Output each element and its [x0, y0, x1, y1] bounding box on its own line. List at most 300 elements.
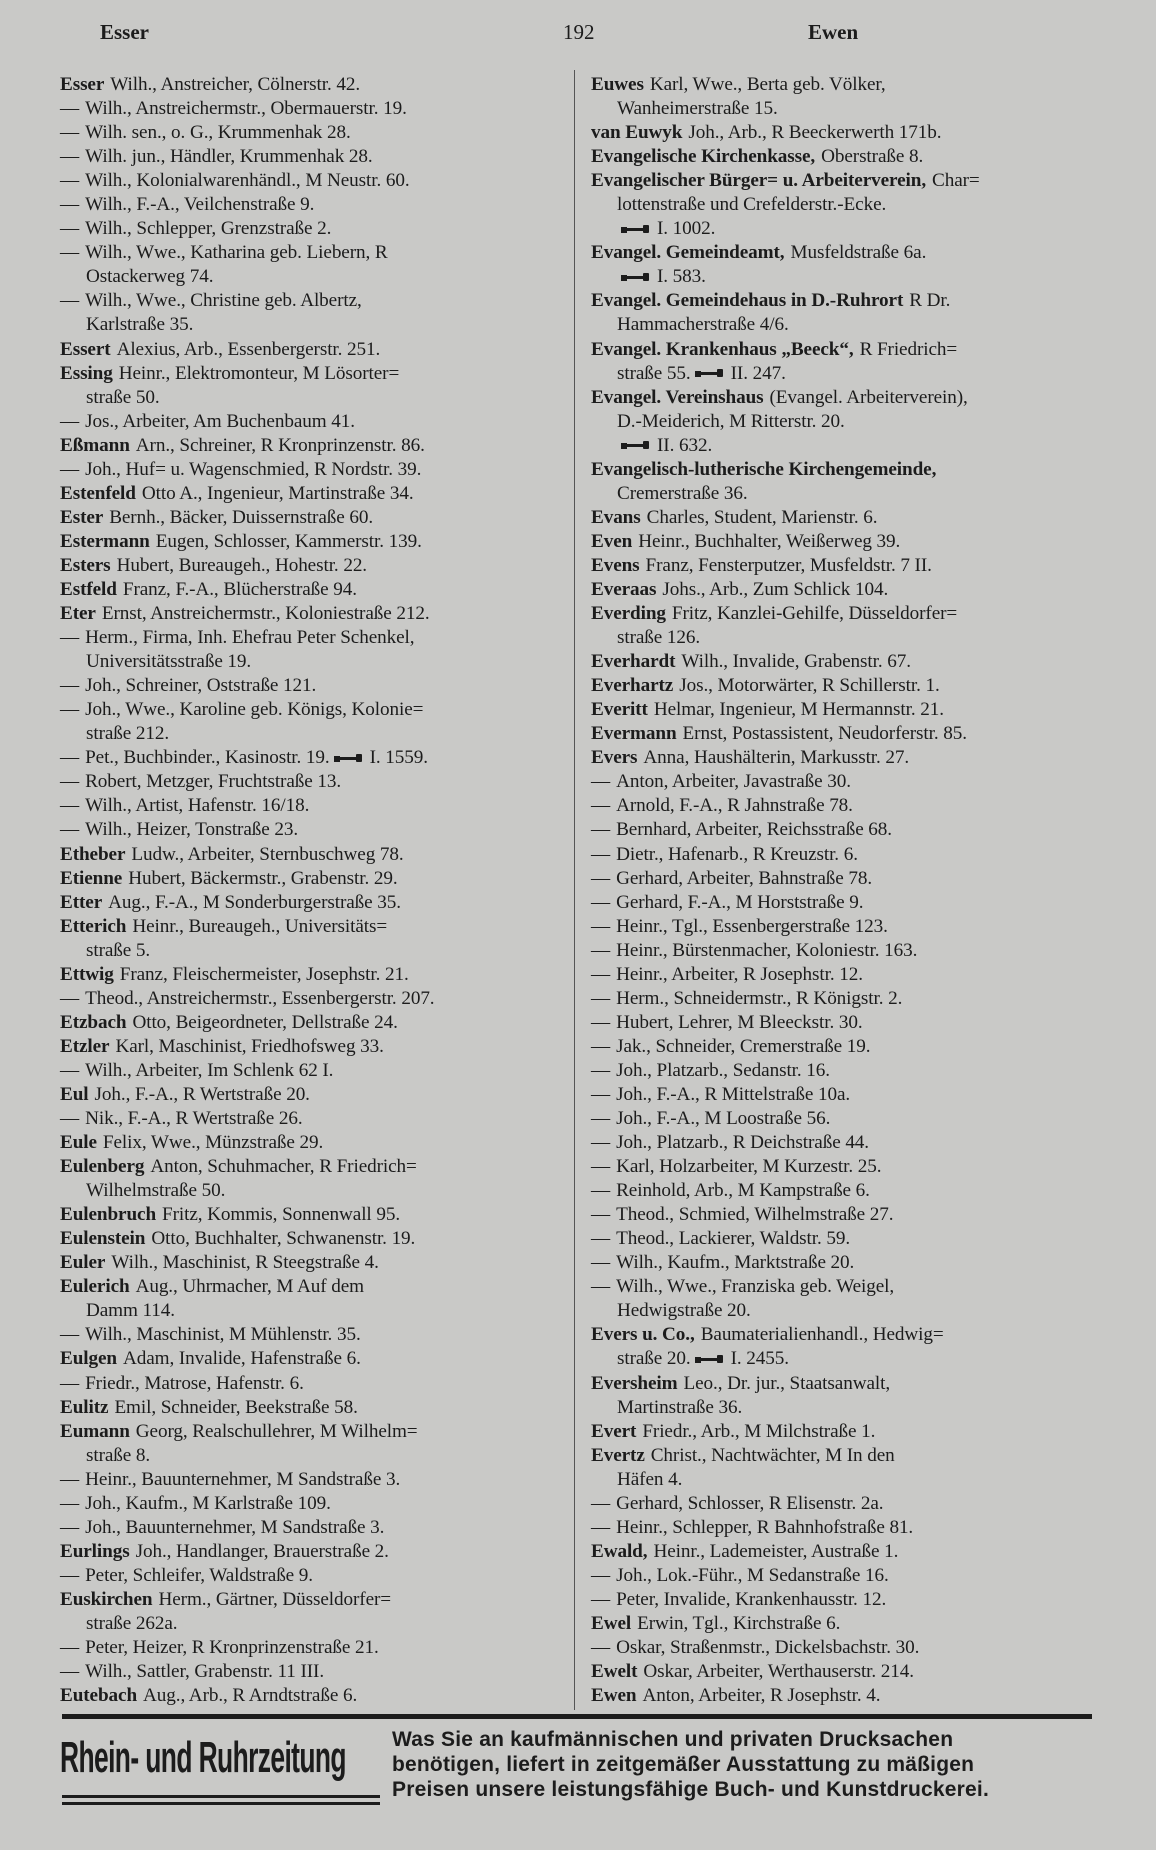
directory-entry-line: [60, 265, 565, 289]
telephone-number: I. 583.: [657, 266, 706, 288]
directory-entry-line: [591, 506, 1096, 530]
entry-details: straße 55.: [617, 362, 691, 384]
entry-surname: Evangel. Gemeindeamt,: [591, 242, 785, 264]
entry-surname: Etheber: [60, 843, 126, 865]
directory-entry-line: [60, 1684, 565, 1708]
directory-entry-line: [60, 217, 565, 241]
ditto-dash: —: [591, 1492, 611, 1514]
directory-entry-line: [591, 386, 1096, 410]
ditto-dash: —: [591, 1637, 611, 1659]
directory-entry-line: [591, 1660, 1096, 1684]
telephone-icon: [621, 266, 651, 290]
ditto-dash: —: [591, 1035, 611, 1057]
entry-details: Wilh., Artist, Hafenstr. 16/18.: [85, 795, 310, 817]
entry-surname: Eter: [60, 603, 96, 625]
entry-surname: Evers: [591, 747, 638, 769]
entry-details: Jak., Schneider, Cremerstraße 19.: [616, 1035, 871, 1057]
entry-surname: Evertz: [591, 1444, 645, 1466]
entry-details: Gerhard, Arbeiter, Bahnstraße 78.: [616, 867, 873, 889]
entry-details: Wilh., Wwe., Christine geb. Albertz,: [85, 290, 362, 312]
column-divider: [574, 70, 575, 1710]
directory-entry-line: [60, 1299, 565, 1323]
directory-entry-line: [60, 73, 565, 97]
entry-surname: Euskirchen: [60, 1588, 153, 1610]
entry-details: Wilh. sen., o. G., Krummenhak 28.: [85, 122, 351, 144]
entry-details: Heinr., Bauunternehmer, M Sandstraße 3.: [85, 1468, 401, 1490]
directory-entry-line: [591, 1299, 1096, 1323]
entry-details: lottenstraße und Crefelderstr.-Ecke.: [617, 194, 887, 216]
directory-entry-line: [591, 362, 1096, 386]
entry-details: Wilh. jun., Händler, Krummenhak 28.: [85, 146, 373, 168]
ditto-dash: —: [591, 1180, 611, 1202]
entry-surname: Evangel. Gemeindehaus in D.-Ruhrort: [591, 290, 904, 312]
entry-surname: Etterich: [60, 915, 127, 937]
entry-surname: Euwes: [591, 74, 644, 95]
entry-details: Hedwigstraße 20.: [617, 1300, 751, 1322]
ditto-dash: —: [591, 1252, 611, 1274]
directory-entry-line: [591, 169, 1096, 193]
entry-surname: Evangel. Krankenhaus „Beeck“,: [591, 338, 854, 360]
entry-details: Bernh., Bäcker, Duissernstraße 60.: [109, 506, 374, 528]
entry-details: Charles, Student, Marienstr. 6.: [646, 506, 878, 528]
entry-details: R Friedrich=: [859, 338, 958, 360]
entry-details: straße 8.: [86, 1444, 151, 1466]
directory-entry-line: [591, 1684, 1096, 1708]
directory-entry-line: [60, 626, 565, 650]
entry-surname: Eulenberg: [60, 1156, 145, 1178]
entry-surname: Evans: [591, 506, 641, 528]
directory-entry-line: [60, 1275, 565, 1299]
ditto-dash: —: [60, 819, 80, 841]
entry-details: Ernst, Postassistent, Neudorferstr. 85.: [682, 723, 967, 745]
ditto-dash: —: [591, 987, 611, 1009]
ditto-dash: —: [60, 987, 80, 1009]
entry-details: Wilh., Invalide, Grabenstr. 67.: [681, 651, 911, 673]
ditto-dash: —: [60, 98, 80, 120]
entry-details: Eugen, Schlosser, Kammerstr. 139.: [155, 530, 422, 552]
entry-surname: Everitt: [591, 699, 648, 721]
directory-entry-line: [591, 1636, 1096, 1660]
right-column: [591, 73, 1096, 1708]
directory-entry-line: [591, 843, 1096, 867]
entry-surname: Eulgen: [60, 1348, 117, 1370]
entry-details: Emil, Schneider, Beekstraße 58.: [114, 1396, 358, 1418]
directory-entry-line: [60, 698, 565, 722]
entry-surname: Eulenbruch: [60, 1204, 157, 1226]
directory-entry-line: [591, 770, 1096, 794]
entry-surname: Euler: [60, 1252, 106, 1274]
entry-details: (Evangel. Arbeiterverein),: [769, 386, 968, 408]
directory-entry-line: [60, 939, 565, 963]
directory-entry-line: [60, 1612, 565, 1636]
ditto-dash: —: [591, 939, 611, 961]
directory-entry-line: [60, 1396, 565, 1420]
entry-details: straße 5.: [86, 939, 151, 961]
ditto-dash: —: [591, 915, 611, 937]
directory-entry-line: [591, 891, 1096, 915]
ditto-dash: —: [60, 170, 80, 192]
directory-entry-line: [60, 1323, 565, 1347]
entry-details: Anna, Haushälterin, Markusstr. 27.: [643, 747, 910, 769]
entry-surname: Evangelische Kirchenkasse,: [591, 146, 816, 168]
ditto-dash: —: [591, 819, 611, 841]
ditto-dash: —: [60, 1492, 80, 1514]
entry-details: straße 50.: [86, 386, 160, 408]
advertisement-top-rule: [62, 1714, 1092, 1719]
entry-surname: Evangelisch-lutherische Kirchengemeinde,: [591, 458, 937, 480]
entry-details: Hammacherstraße 4/6.: [617, 314, 789, 336]
entry-details: Anton, Arbeiter, Javastraße 30.: [616, 771, 851, 793]
entry-surname: Etzbach: [60, 1011, 127, 1033]
directory-entry-line: [60, 458, 565, 482]
entry-details: Wilh., Maschinist, M Mühlenstr. 35.: [85, 1324, 361, 1346]
entry-details: Martinstraße 36.: [617, 1396, 743, 1418]
directory-entry-line: [591, 674, 1096, 698]
entry-details: Johs., Arb., Zum Schlick 104.: [662, 578, 889, 600]
entry-details: Theod., Anstreichermstr., Essenbergerstr. 207.: [85, 987, 435, 1009]
entry-surname: Essert: [60, 338, 111, 360]
directory-entry-line: [60, 482, 565, 506]
advertisement-underline: [62, 1802, 380, 1805]
directory-entry-line: [591, 1107, 1096, 1131]
entry-details: R Dr.: [909, 290, 951, 312]
entry-surname: Estenfeld: [60, 482, 136, 504]
directory-entry-line: [60, 891, 565, 915]
telephone-icon: [695, 362, 725, 386]
entry-details: Friedr., Arb., M Milchstraße 1.: [642, 1420, 876, 1442]
entry-surname: Eurlings: [60, 1540, 130, 1562]
entry-details: Hubert, Bureaugeh., Hohestr. 22.: [116, 554, 368, 576]
entry-details: Karl, Maschinist, Friedhofsweg 33.: [115, 1035, 384, 1057]
entry-surname: Ewelt: [591, 1661, 638, 1683]
entry-details: Franz, F.-A., Blücherstraße 94.: [122, 578, 357, 600]
entry-details: Otto, Beigeordneter, Dellstraße 24.: [132, 1011, 398, 1033]
directory-entry-line: [60, 818, 565, 842]
entry-details: Adam, Invalide, Hafenstraße 6.: [122, 1348, 361, 1370]
entry-details: Joh., F.-A., M Loostraße 56.: [616, 1108, 831, 1130]
directory-entry-line: [591, 1492, 1096, 1516]
advertisement-text: [392, 1727, 1092, 1802]
directory-entry-line: [591, 338, 1096, 362]
directory-entry-line: [60, 987, 565, 1011]
entry-details: straße 126.: [617, 627, 701, 649]
directory-entry-line: [60, 1155, 565, 1179]
entry-details: Damm 114.: [86, 1300, 175, 1322]
directory-entry-line: [591, 265, 1096, 289]
directory-entry-line: [591, 97, 1096, 121]
ditto-dash: —: [591, 963, 611, 985]
entry-details: Heinr., Bureaugeh., Universitäts=: [132, 915, 388, 937]
directory-entry-line: [591, 313, 1096, 337]
directory-entry-line: [60, 1492, 565, 1516]
entry-details: Gerhard, Schlosser, R Elisenstr. 2a.: [616, 1492, 884, 1514]
entry-details: Robert, Metzger, Fruchtstraße 13.: [85, 771, 342, 793]
telephone-icon: [621, 434, 651, 458]
entry-details: Heinr., Elektromonteur, M Lösorter=: [118, 362, 400, 384]
entry-surname: Ettwig: [60, 963, 114, 985]
directory-entry-line: [60, 1035, 565, 1059]
entry-details: Jos., Arbeiter, Am Buchenbaum 41.: [85, 410, 355, 432]
directory-entry-line: [591, 458, 1096, 482]
entry-surname: Evangelischer Bürger= u. Arbeiterverein,: [591, 170, 927, 192]
ditto-dash: —: [591, 1083, 611, 1105]
ditto-dash: —: [591, 1276, 611, 1298]
entry-details: Herm., Firma, Inh. Ehefrau Peter Schenkel,: [85, 627, 415, 649]
entry-details: Gerhard, F.-A., M Horststraße 9.: [616, 891, 864, 913]
directory-entry-line: [60, 506, 565, 530]
entry-details: Wilh., Anstreicher, Cölnerstr. 42.: [110, 74, 361, 95]
entry-details: Wilh., Kaufm., Marktstraße 20.: [616, 1252, 855, 1274]
entry-surname: Esters: [60, 554, 111, 576]
directory-entry-line: [60, 674, 565, 698]
entry-surname: Estermann: [60, 530, 150, 552]
ditto-dash: —: [60, 122, 80, 144]
entry-details: Otto A., Ingenieur, Martinstraße 34.: [141, 482, 414, 504]
directory-entry-line: [591, 1396, 1096, 1420]
entry-surname: Eul: [60, 1083, 89, 1105]
advertisement-line: Preisen unsere leistungsfähige Buch- und Kunstdruckerei.: [392, 1778, 989, 1801]
entry-details: Jos., Motorwärter, R Schillerstr. 1.: [679, 675, 940, 697]
ditto-dash: —: [591, 867, 611, 889]
directory-entry-line: [60, 843, 565, 867]
ditto-dash: —: [591, 891, 611, 913]
directory-entry-line: [591, 1035, 1096, 1059]
ditto-dash: —: [591, 1132, 611, 1154]
entry-details: Karlstraße 35.: [86, 314, 194, 336]
ditto-dash: —: [591, 1516, 611, 1538]
entry-surname: Eßmann: [60, 434, 130, 456]
ditto-dash: —: [60, 194, 80, 216]
entry-details: Heinr., Schlepper, R Bahnhofstraße 81.: [616, 1516, 914, 1538]
ditto-dash: —: [60, 1372, 80, 1394]
entry-surname: Evens: [591, 554, 640, 576]
directory-entry-line: [591, 121, 1096, 145]
entry-details: Leo., Dr. jur., Staatsanwalt,: [683, 1372, 891, 1394]
entry-details: straße 212.: [86, 723, 170, 745]
directory-entry-line: [60, 97, 565, 121]
entry-details: Dietr., Hafenarb., R Kreuzstr. 6.: [616, 843, 858, 865]
entry-surname: Etienne: [60, 867, 123, 889]
directory-entry-line: [591, 578, 1096, 602]
directory-entry-line: [60, 1660, 565, 1684]
advertisement-title: Rhein- und Ruhrzeitung: [60, 1733, 346, 1782]
entry-details: Wilh., Arbeiter, Im Schlenk 62 I.: [85, 1059, 334, 1081]
entry-details: Arnold, F.-A., R Jahnstraße 78.: [616, 795, 853, 817]
entry-details: Herm., Schneidermstr., R Königstr. 2.: [616, 987, 903, 1009]
directory-entry-line: [591, 1131, 1096, 1155]
directory-entry-line: [60, 530, 565, 554]
entry-details: Wilh., Maschinist, R Steegstraße 4.: [111, 1252, 379, 1274]
ditto-dash: —: [60, 1516, 80, 1538]
directory-entry-line: [591, 794, 1096, 818]
ditto-dash: —: [60, 747, 80, 769]
entry-surname: Everding: [591, 603, 666, 625]
ditto-dash: —: [591, 1588, 611, 1610]
entry-surname: Esser: [60, 74, 105, 95]
directory-entry-line: [591, 1251, 1096, 1275]
entry-surname: Ewald,: [591, 1540, 648, 1562]
directory-entry-line: [591, 1227, 1096, 1251]
directory-entry-line: [60, 722, 565, 746]
entry-details: straße 262a.: [86, 1613, 178, 1634]
entry-details: Joh., Platzarb., Sedanstr. 16.: [616, 1059, 830, 1081]
entry-surname: Eutebach: [60, 1685, 138, 1707]
entry-surname: Ester: [60, 506, 104, 528]
ditto-dash: —: [60, 218, 80, 240]
ditto-dash: —: [60, 771, 80, 793]
directory-entry-line: [591, 482, 1096, 506]
entry-details: Arn., Schreiner, R Kronprinzenstr. 86.: [135, 434, 425, 456]
entry-surname: Eulitz: [60, 1396, 109, 1418]
entry-details: Karl, Holzarbeiter, M Kurzestr. 25.: [616, 1156, 882, 1178]
entry-details: Oskar, Straßenmstr., Dickelsbachstr. 30.: [616, 1637, 920, 1659]
entry-details: Peter, Schleifer, Waldstraße 9.: [85, 1564, 313, 1586]
entry-surname: Even: [591, 530, 633, 552]
entry-details: Theod., Schmied, Wilhelmstraße 27.: [616, 1204, 894, 1226]
entry-surname: Estfeld: [60, 578, 117, 600]
directory-entry-line: [591, 1203, 1096, 1227]
entry-details: Ostackerweg 74.: [86, 266, 214, 288]
ditto-dash: —: [60, 1468, 80, 1490]
directory-entry-line: [591, 73, 1096, 97]
running-head-right: Ewen: [808, 20, 859, 44]
ditto-dash: —: [60, 458, 80, 480]
directory-entry-line: [60, 1540, 565, 1564]
ditto-dash: —: [60, 675, 80, 697]
directory-entry-line: [60, 313, 565, 337]
entry-surname: Eulerich: [60, 1276, 130, 1298]
directory-entry-line: [60, 915, 565, 939]
advertisement-line: Was Sie an kaufmännischen und privaten Drucksachen: [392, 1728, 954, 1751]
ditto-dash: —: [591, 1059, 611, 1081]
telephone-number: II. 247.: [730, 362, 786, 384]
ditto-dash: —: [60, 1564, 80, 1586]
ditto-dash: —: [591, 1011, 611, 1033]
entry-details: Char=: [932, 170, 980, 192]
directory-entry-line: [591, 987, 1096, 1011]
entry-details: Peter, Heizer, R Kronprinzenstraße 21.: [85, 1637, 379, 1659]
directory-entry-line: [60, 1251, 565, 1275]
entry-surname: Etzler: [60, 1035, 110, 1057]
directory-entry-line: [591, 746, 1096, 770]
ditto-dash: —: [60, 410, 80, 432]
directory-entry-line: [591, 1612, 1096, 1636]
directory-entry-line: [60, 289, 565, 313]
entry-details: Peter, Invalide, Krankenhausstr. 12.: [616, 1588, 887, 1610]
entry-surname: Ewel: [591, 1613, 632, 1634]
directory-entry-line: [591, 650, 1096, 674]
directory-entry-line: [591, 1323, 1096, 1347]
directory-entry-line: [591, 530, 1096, 554]
entry-details: Bernhard, Arbeiter, Reichsstraße 68.: [616, 819, 892, 841]
entry-details: Aug., Arb., R Arndtstraße 6.: [143, 1685, 358, 1707]
telephone-number: I. 1559.: [369, 747, 428, 769]
ditto-dash: —: [591, 771, 611, 793]
entry-details: Reinhold, Arb., M Kampstraße 6.: [616, 1180, 870, 1202]
directory-entry-line: [591, 1011, 1096, 1035]
running-head-left: Esser: [100, 20, 149, 44]
entry-details: Karl, Wwe., Berta geb. Völker,: [649, 74, 886, 95]
entry-details: Joh., F.-A., R Wertstraße 20.: [94, 1083, 310, 1105]
ditto-dash: —: [591, 1228, 611, 1250]
entry-details: Joh., Lok.-Führ., M Sedanstraße 16.: [616, 1564, 889, 1586]
directory-entry-line: [591, 1540, 1096, 1564]
entry-details: Fritz, Kommis, Sonnenwall 95.: [162, 1204, 401, 1226]
entry-surname: Everhartz: [591, 675, 674, 697]
directory-entry-line: [60, 1203, 565, 1227]
entry-details: Joh., Wwe., Karoline geb. Königs, Kolonie=: [85, 699, 424, 721]
entry-details: Universitätsstraße 19.: [86, 651, 252, 673]
directory-entry-line: [60, 1059, 565, 1083]
directory-entry-line: [60, 1011, 565, 1035]
directory-entry-line: [60, 578, 565, 602]
entry-details: Joh., Kaufm., M Karlstraße 109.: [85, 1492, 331, 1514]
telephone-icon: [695, 1348, 725, 1372]
directory-entry-line: [591, 434, 1096, 458]
ditto-dash: —: [591, 1204, 611, 1226]
directory-entry-line: [591, 1420, 1096, 1444]
entry-details: Heinr., Arbeiter, R Josephstr. 12.: [616, 963, 863, 985]
entry-details: Joh., Huf= u. Wagenschmied, R Nordstr. 39.: [85, 458, 422, 480]
directory-entry-line: [591, 1588, 1096, 1612]
directory-entry-line: [591, 410, 1096, 434]
entry-details: Wilh., Wwe., Franziska geb. Weigel,: [616, 1276, 895, 1298]
directory-entry-line: [591, 1083, 1096, 1107]
entry-details: Joh., Schreiner, Oststraße 121.: [85, 675, 317, 697]
entry-details: Anton, Arbeiter, R Josephstr. 4.: [642, 1685, 881, 1707]
directory-entry-line: [591, 1516, 1096, 1540]
ditto-dash: —: [60, 290, 80, 312]
ditto-dash: —: [60, 627, 80, 649]
page-number: 192: [563, 20, 595, 44]
ditto-dash: —: [60, 242, 80, 264]
directory-entry-line: [60, 1227, 565, 1251]
ditto-dash: —: [591, 1108, 611, 1130]
entry-details: Theod., Lackierer, Waldstr. 59.: [616, 1228, 851, 1250]
entry-surname: Etter: [60, 891, 103, 913]
directory-entry-line: [60, 1131, 565, 1155]
entry-details: Wilh., Heizer, Tonstraße 23.: [85, 819, 299, 841]
directory-entry-line: [60, 1444, 565, 1468]
entry-details: Joh., Bauunternehmer, M Sandstraße 3.: [85, 1516, 385, 1538]
left-column: [60, 73, 565, 1708]
entry-details: Herm., Gärtner, Düsseldorfer=: [158, 1588, 392, 1610]
entry-details: Cremerstraße 36.: [617, 482, 748, 504]
entry-details: Nik., F.-A., R Wertstraße 26.: [85, 1108, 303, 1130]
entry-details: Ernst, Anstreichermstr., Koloniestraße 212.: [101, 603, 430, 625]
entry-details: Erwin, Tgl., Kirchstraße 6.: [637, 1613, 841, 1634]
directory-entry-line: [60, 1564, 565, 1588]
directory-entry-line: [60, 1468, 565, 1492]
directory-entry-line: [591, 963, 1096, 987]
directory-entry-line: [60, 1516, 565, 1540]
entry-details: Joh., F.-A., R Mittelstraße 10a.: [616, 1083, 851, 1105]
advertisement-underline: [62, 1795, 380, 1798]
directory-entry-line: [591, 289, 1096, 313]
directory-entry-line: [591, 939, 1096, 963]
entry-details: Baumaterialienhandl., Hedwig=: [700, 1324, 944, 1346]
directory-entry-line: [60, 650, 565, 674]
directory-entry-line: [591, 554, 1096, 578]
ditto-dash: —: [60, 795, 80, 817]
directory-entry-line: [60, 602, 565, 626]
entry-details: Musfeldstraße 6a.: [790, 242, 927, 264]
directory-entry-line: [60, 867, 565, 891]
directory-entry-line: [60, 169, 565, 193]
entry-surname: van Euwyk: [591, 122, 683, 144]
entry-details: D.-Meiderich, M Ritterstr. 20.: [617, 410, 845, 432]
directory-entry-line: [591, 1468, 1096, 1492]
